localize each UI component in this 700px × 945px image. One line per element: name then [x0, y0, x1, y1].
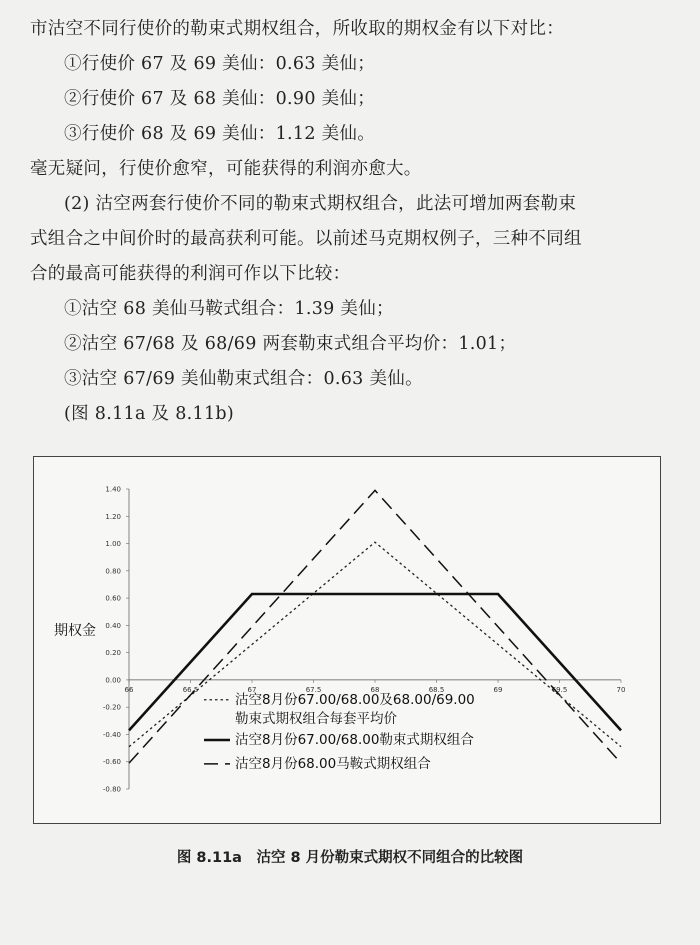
list-item: ①沽空 68 美仙马鞍式组合：1.39 美仙； [64, 299, 394, 319]
y-tick-label: 1.20 [105, 512, 121, 521]
paragraph-line: 毫无疑问，行使价愈窄，可能获得的利润亦愈大。 [30, 159, 422, 179]
paragraph-line: 合的最高可能获得的利润可作以下比较： [30, 264, 351, 284]
x-tick-label: 69 [493, 685, 503, 694]
y-tick-label: 0.40 [105, 621, 121, 630]
legend-label: 沽空8月份67.00/68.00及68.00/69.00 [235, 691, 475, 708]
legend-label: 沽空8月份68.00马鞍式期权组合 [235, 755, 431, 772]
paragraph-line: 式组合之中间价时的最高获利可能。以前述马克期权例子，三种不同组 [30, 229, 582, 249]
list-item: ③沽空 67/69 美仙勒束式组合：0.63 美仙。 [64, 369, 423, 389]
y-tick-label: 0.20 [105, 649, 121, 658]
paragraph-line: 市沽空不同行使价的勒束式期权组合，所收取的期权金有以下对比： [30, 19, 564, 39]
y-tick-label: 0.00 [105, 676, 121, 685]
legend-label: 勒束式期权组合每套平均价 [235, 710, 397, 727]
line-chart [34, 457, 659, 822]
legend-label: 沽空8月份67.00/68.00勒束式期权组合 [235, 732, 474, 748]
list-item: ②沽空 67/68 及 68/69 两套勒束式组合平均价：1.01； [64, 334, 517, 354]
y-tick-label: -0.80 [102, 785, 121, 794]
figure-reference: (图 8.11a 及 8.11b) [64, 404, 235, 424]
x-tick-label: 67.5 [305, 685, 322, 694]
y-tick-label: -0.40 [102, 730, 121, 739]
y-tick-label: -0.20 [102, 703, 121, 712]
list-item: ①行使价 67 及 69 美仙：0.63 美仙； [64, 54, 376, 74]
x-tick-label: 70 [616, 685, 626, 694]
list-item: ③行使价 68 及 69 美仙：1.12 美仙。 [64, 124, 376, 144]
x-tick-label: 66 [124, 685, 134, 694]
y-axis-title: 期权金 [54, 622, 96, 639]
x-tick-label: 68.5 [428, 685, 445, 694]
list-item: ②行使价 67 及 68 美仙：0.90 美仙； [64, 89, 376, 109]
x-tick-label: 68 [370, 685, 380, 694]
x-tick-label: 67 [247, 685, 257, 694]
figure-caption: 图 8.11a 沽空 8 月份勒束式期权不同组合的比较图 [176, 850, 524, 866]
x-tick-label: 66.5 [182, 685, 199, 694]
y-tick-label: -0.60 [102, 758, 121, 767]
y-tick-label: 1.00 [105, 540, 121, 549]
y-tick-label: 0.60 [105, 594, 121, 603]
chart-frame [33, 456, 661, 824]
y-tick-label: 1.40 [105, 485, 121, 494]
paragraph-line: (2) 沽空两套行使价不同的勒束式期权组合，此法可增加两套勒束 [64, 194, 577, 214]
y-tick-label: 0.80 [105, 567, 121, 576]
x-tick-label: 69.5 [551, 685, 568, 694]
